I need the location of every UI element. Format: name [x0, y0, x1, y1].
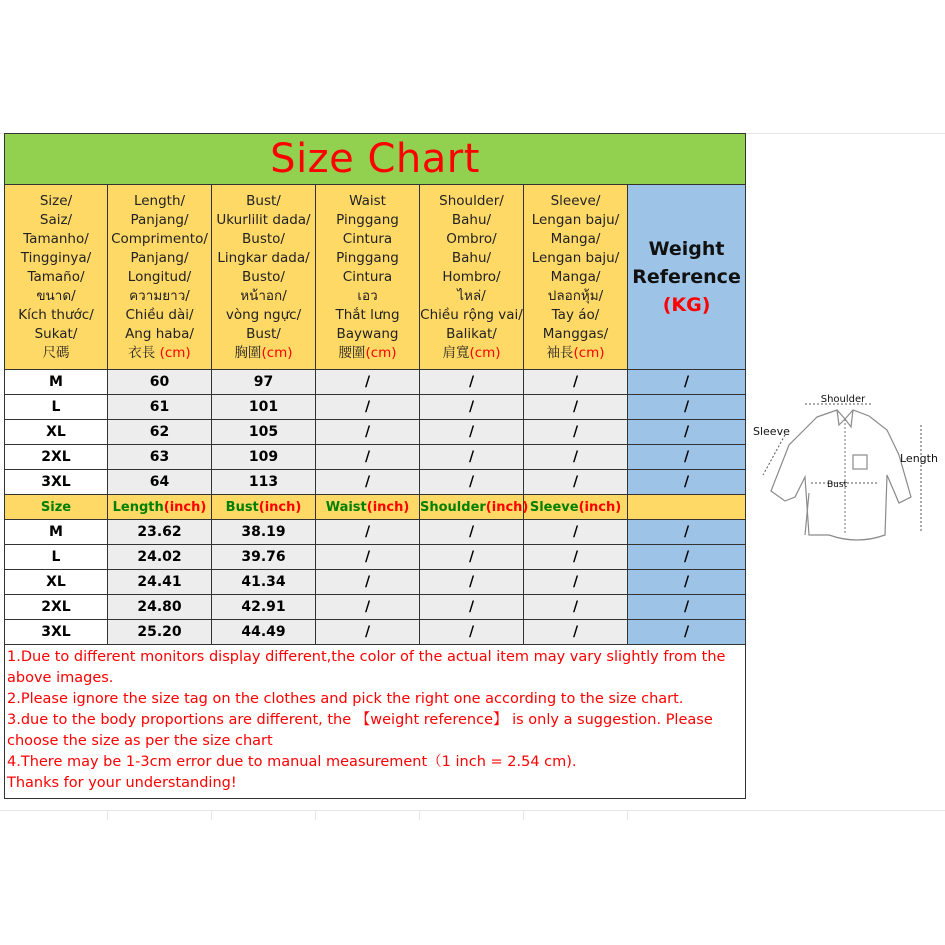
header-length: [108, 185, 212, 370]
header-shoulder-line: Shoulder/: [439, 192, 504, 209]
header-waist-line: Waist: [349, 192, 386, 209]
header-sleeve-line: Lengan baju/: [531, 249, 620, 266]
length-label: Length: [900, 452, 938, 465]
weight-cell: /: [628, 370, 746, 395]
header-waist-line: เอว: [357, 287, 378, 304]
length-cell: 23.62: [108, 520, 212, 545]
weight-cell: /: [628, 420, 746, 445]
header-shoulder-line: 肩寬: [442, 344, 470, 361]
table-row: [5, 445, 746, 470]
unit-label: (cm): [573, 344, 605, 361]
header-length-line: Longitud/: [127, 268, 192, 285]
inch-header-label: Sleeve: [529, 499, 579, 515]
size-cell: 3XL: [5, 470, 108, 495]
header-shoulder-line: Hombro/: [442, 268, 501, 285]
unit-label: (inch): [578, 499, 622, 515]
header-weight: [628, 185, 746, 370]
weight-cell: /: [628, 570, 746, 595]
size-cell: XL: [5, 570, 108, 595]
header-sleeve-line: Lengan baju/: [531, 211, 620, 228]
table-row: [5, 470, 746, 495]
unit-label: (inch): [366, 499, 410, 515]
waist-cell: /: [316, 370, 420, 395]
waist-cell: /: [316, 420, 420, 445]
waist-cell: /: [316, 620, 420, 645]
shoulder-cell: /: [420, 420, 524, 445]
header-size-line: Size/: [39, 192, 73, 209]
header-bust-line: vòng ngực/: [225, 306, 302, 323]
header-shoulder-line: Bahu/: [451, 211, 492, 228]
size-cell: XL: [5, 420, 108, 445]
header-size-line: 尺碼: [42, 344, 70, 361]
length-cell: 24.41: [108, 570, 212, 595]
header-waist-line: 腰圍: [338, 344, 366, 361]
shoulder-cell: /: [420, 570, 524, 595]
sleeve-cell: /: [524, 570, 628, 595]
header-size-line: Kích thước/: [18, 306, 94, 323]
bust-cell: 97: [212, 370, 316, 395]
waist-cell: /: [316, 595, 420, 620]
inch-header-label: Bust: [225, 499, 259, 515]
header-length-line: Chiều dài/: [125, 306, 194, 323]
length-cell: 60: [108, 370, 212, 395]
weight-cell: /: [628, 470, 746, 495]
size-chart-table: [4, 133, 746, 799]
waist-cell: /: [316, 520, 420, 545]
sleeve-cell: /: [524, 620, 628, 645]
sleeve-cell: /: [524, 370, 628, 395]
chart-title: Size Chart: [270, 136, 480, 182]
header-sleeve: [524, 185, 628, 370]
unit-label: (cm): [261, 344, 293, 361]
bust-label: Bust: [827, 480, 848, 490]
weight-cell: /: [628, 545, 746, 570]
header-bust: [212, 185, 316, 370]
waist-cell: /: [316, 395, 420, 420]
header-row: [5, 185, 746, 370]
grid-line: [523, 810, 524, 820]
header-sleeve-line: Manga/: [550, 230, 601, 247]
inch-header-label: Shoulder: [420, 499, 486, 515]
bust-cell: 42.91: [212, 595, 316, 620]
waist-cell: /: [316, 470, 420, 495]
weight-cell: /: [628, 595, 746, 620]
header-length-line: Ang haba/: [125, 325, 194, 342]
note-item: 1.Due to different monitors display different,the color of the actual item may vary slightly from the above images.: [7, 649, 726, 686]
header-sleeve-line: ปลอกหุ้ม/: [547, 287, 604, 304]
shoulder-cell: /: [420, 545, 524, 570]
grid-line: [315, 810, 316, 820]
length-cell: 25.20: [108, 620, 212, 645]
bust-cell: 105: [212, 420, 316, 445]
grid-line: [627, 810, 628, 820]
header-waist-line: Pinggang: [336, 211, 399, 228]
length-cell: 63: [108, 445, 212, 470]
inch-header-label: Waist: [325, 499, 367, 515]
inch-header-shoulder: [420, 495, 529, 520]
sleeve-cell: /: [524, 395, 628, 420]
table-row: [5, 395, 746, 420]
header-size-line: Tamaño/: [27, 268, 85, 285]
size-cell: 2XL: [5, 595, 108, 620]
header-waist: [316, 185, 420, 370]
note-item: 4.There may be 1-3cm error due to manual measurement（1 inch = 2.54 cm).: [7, 754, 577, 770]
table-row: [5, 420, 746, 445]
header-bust-line: Busto/: [242, 230, 285, 247]
size-cell: 3XL: [5, 620, 108, 645]
weight-cell: /: [628, 445, 746, 470]
header-sleeve-line: 袖長: [546, 344, 574, 361]
inch-header-length: [108, 495, 212, 520]
header-weight-line: Weight: [648, 238, 725, 260]
size-cell: L: [5, 545, 108, 570]
length-cell: 24.02: [108, 545, 212, 570]
waist-cell: /: [316, 570, 420, 595]
header-length-line: Length/: [133, 192, 186, 209]
header-length-line: Panjang/: [130, 249, 189, 266]
header-size: [5, 185, 108, 370]
grid-line: [107, 810, 108, 820]
table-row: [5, 520, 746, 545]
bust-cell: 109: [212, 445, 316, 470]
sleeve-cell: /: [524, 545, 628, 570]
header-waist-line: Thắt lưng: [335, 306, 400, 323]
unit-label: (inch): [485, 499, 529, 515]
header-size-line: Tamanho/: [23, 230, 89, 247]
unit-label: (cm): [469, 344, 501, 361]
shoulder-cell: /: [420, 395, 524, 420]
size-cell: L: [5, 395, 108, 420]
header-length-line: 衣長: [128, 344, 156, 361]
waist-cell: /: [316, 545, 420, 570]
table-row: [5, 370, 746, 395]
header-bust-line: Bust/: [246, 192, 281, 209]
header-bust-line: Lingkar dada/: [217, 249, 310, 266]
grid-line: [0, 810, 945, 811]
header-bust-line: หน้าอก/: [240, 287, 287, 304]
header-waist-line: Cintura: [342, 268, 393, 285]
header-length-line: Comprimento/: [111, 230, 208, 247]
length-cell: 24.80: [108, 595, 212, 620]
header-shoulder-line: Ombro/: [446, 230, 497, 247]
header-length-line: Panjang/: [130, 211, 189, 228]
shoulder-cell: /: [420, 520, 524, 545]
inch-header-waist: [316, 495, 420, 520]
length-cell: 61: [108, 395, 212, 420]
grid-line: [211, 810, 212, 820]
header-bust-line: Ukurlilit dada/: [216, 211, 311, 228]
header-shoulder-line: Balikat/: [446, 325, 497, 342]
header-sleeve-line: Sleeve/: [550, 192, 601, 209]
table-row: [5, 570, 746, 595]
note-item: 2.Please ignore the size tag on the clothes and pick the right one according to the size chart.: [7, 691, 684, 707]
unit-label: (KG): [662, 294, 711, 316]
sleeve-cell: /: [524, 520, 628, 545]
note-item: 3.due to the body proportions are different, the 【weight reference】 is only a suggestion. Please choose the size as per the size chart: [7, 712, 713, 749]
header-weight-line: Reference: [632, 266, 741, 288]
shirt-icon: [771, 410, 911, 540]
header-sleeve-line: Manga/: [550, 268, 601, 285]
bust-cell: 44.49: [212, 620, 316, 645]
shoulder-cell: /: [420, 445, 524, 470]
header-shoulder: [420, 185, 524, 370]
header-shoulder-line: ไหล่/: [457, 287, 486, 304]
header-sleeve-line: Manggas/: [542, 325, 609, 342]
sleeve-cell: /: [524, 470, 628, 495]
header-bust-line: 胸圍: [234, 344, 262, 361]
inch-header-bust: [212, 495, 316, 520]
length-cell: 62: [108, 420, 212, 445]
header-size-line: Saiz/: [39, 211, 73, 228]
header-size-line: Tingginya/: [20, 249, 92, 266]
header-waist-line: Pinggang: [336, 249, 399, 266]
table-row: [5, 620, 746, 645]
inch-header-size: Size: [5, 495, 108, 520]
sleeve-label: Sleeve: [753, 425, 790, 438]
inch-header-label: Length: [112, 499, 164, 515]
waist-cell: /: [316, 445, 420, 470]
header-waist-line: Cintura: [342, 230, 393, 247]
header-size-line: ขนาด/: [36, 287, 76, 304]
header-bust-line: Busto/: [242, 268, 285, 285]
inch-header-row: [5, 495, 746, 520]
bust-cell: 39.76: [212, 545, 316, 570]
note-item: Thanks for your understanding!: [7, 775, 237, 791]
grid-line: [419, 810, 420, 820]
header-shoulder-line: Bahu/: [451, 249, 492, 266]
header-sleeve-line: Tay áo/: [551, 306, 600, 323]
header-size-line: Sukat/: [34, 325, 78, 342]
sleeve-cell: /: [524, 445, 628, 470]
shoulder-cell: /: [420, 595, 524, 620]
shirt-measurement-diagram: [749, 385, 945, 550]
header-length-line: ความยาว/: [129, 287, 190, 304]
title-cell: [5, 134, 746, 185]
inch-header-sleeve: [524, 495, 628, 520]
weight-cell: /: [628, 520, 746, 545]
inch-header-weight: [628, 495, 746, 520]
weight-cell: /: [628, 395, 746, 420]
sleeve-cell: /: [524, 595, 628, 620]
table-row: [5, 545, 746, 570]
bust-cell: 101: [212, 395, 316, 420]
unit-label: (cm): [365, 344, 397, 361]
shoulder-label: Shoulder: [820, 394, 866, 405]
header-waist-line: Baywang: [336, 325, 399, 342]
unit-label: (inch): [163, 499, 207, 515]
size-cell: M: [5, 520, 108, 545]
header-bust-line: Bust/: [246, 325, 281, 342]
notes-cell: [5, 645, 746, 799]
length-cell: 64: [108, 470, 212, 495]
bust-cell: 38.19: [212, 520, 316, 545]
unit-label: (cm): [159, 344, 191, 361]
table-row: [5, 595, 746, 620]
bust-cell: 41.34: [212, 570, 316, 595]
sleeve-cell: /: [524, 420, 628, 445]
unit-label: (inch): [258, 499, 302, 515]
weight-cell: /: [628, 620, 746, 645]
bust-cell: 113: [212, 470, 316, 495]
shoulder-cell: /: [420, 620, 524, 645]
size-cell: 2XL: [5, 445, 108, 470]
header-shoulder-line: Chiều rộng vai/: [420, 306, 523, 323]
shoulder-cell: /: [420, 370, 524, 395]
shoulder-cell: /: [420, 470, 524, 495]
size-cell: M: [5, 370, 108, 395]
